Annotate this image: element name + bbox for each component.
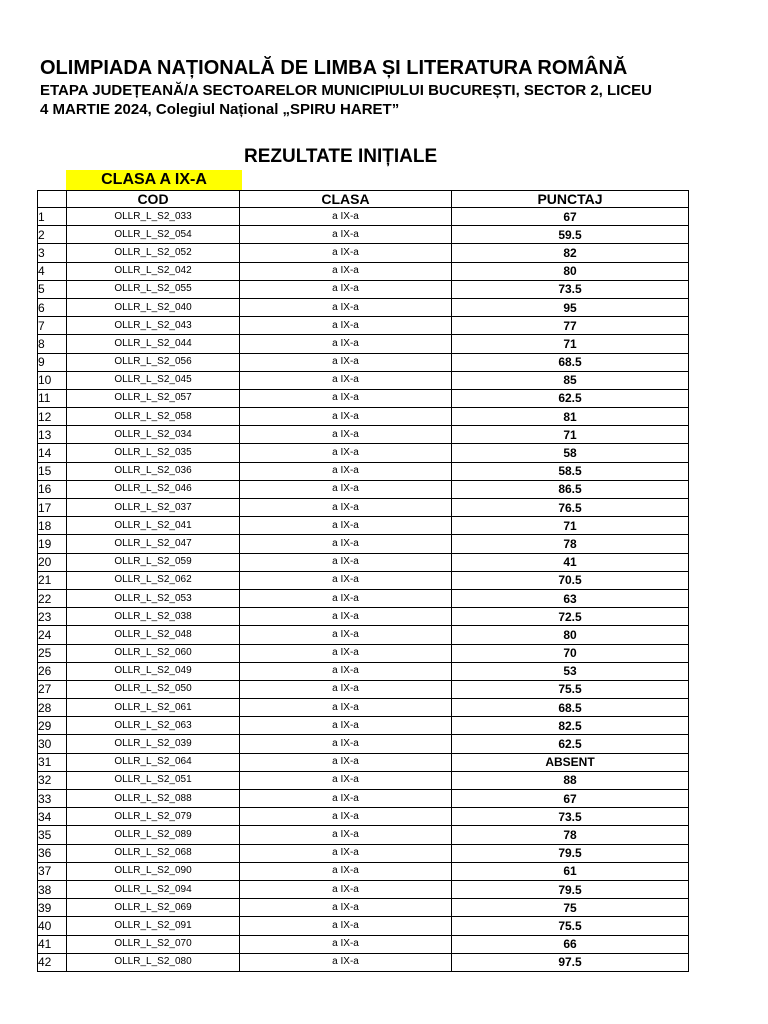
row-number: 21 [38,571,67,589]
participant-code: OLLR_L_S2_053 [67,589,240,607]
class-cell: a IX-a [240,899,452,917]
row-number: 10 [38,371,67,389]
row-number: 26 [38,662,67,680]
column-header-punctaj: PUNCTAJ [452,191,689,208]
score-cell: 68.5 [452,353,689,371]
class-cell: a IX-a [240,298,452,316]
document-subtitle-date: 4 MARTIE 2024, Colegiul Național „SPIRU HARET” [40,101,400,118]
table-row [38,462,689,480]
table-row [38,808,689,826]
table-row [38,371,689,389]
class-cell: a IX-a [240,753,452,771]
row-number: 36 [38,844,67,862]
row-number: 7 [38,317,67,335]
score-cell: 58 [452,444,689,462]
table-row [38,790,689,808]
score-cell: 72.5 [452,608,689,626]
class-cell: a IX-a [240,571,452,589]
participant-code: OLLR_L_S2_089 [67,826,240,844]
score-cell: 80 [452,626,689,644]
class-cell: a IX-a [240,444,452,462]
score-cell: 61 [452,862,689,880]
row-number: 42 [38,953,67,971]
table-row [38,317,689,335]
row-number: 22 [38,589,67,607]
table-row [38,735,689,753]
class-cell: a IX-a [240,935,452,953]
score-cell: 88 [452,771,689,789]
row-number: 16 [38,480,67,498]
participant-code: OLLR_L_S2_035 [67,444,240,462]
table-row [38,553,689,571]
table-row [38,589,689,607]
score-cell: 97.5 [452,953,689,971]
participant-code: OLLR_L_S2_088 [67,790,240,808]
score-cell: 73.5 [452,280,689,298]
table-row [38,753,689,771]
row-number: 18 [38,517,67,535]
table-row [38,298,689,316]
class-cell: a IX-a [240,662,452,680]
table-row [38,571,689,589]
score-cell: 79.5 [452,880,689,898]
class-cell: a IX-a [240,280,452,298]
score-cell: 75.5 [452,680,689,698]
table-row [38,535,689,553]
score-cell: 70 [452,644,689,662]
participant-code: OLLR_L_S2_094 [67,880,240,898]
participant-code: OLLR_L_S2_090 [67,862,240,880]
participant-code: OLLR_L_S2_039 [67,735,240,753]
row-number: 13 [38,426,67,444]
participant-code: OLLR_L_S2_052 [67,244,240,262]
class-cell: a IX-a [240,462,452,480]
participant-code: OLLR_L_S2_050 [67,680,240,698]
class-cell: a IX-a [240,226,452,244]
participant-code: OLLR_L_S2_041 [67,517,240,535]
score-cell: 68.5 [452,699,689,717]
table-row [38,771,689,789]
table-row [38,953,689,971]
class-cell: a IX-a [240,371,452,389]
class-cell: a IX-a [240,790,452,808]
class-cell: a IX-a [240,808,452,826]
participant-code: OLLR_L_S2_046 [67,480,240,498]
score-cell: 63 [452,589,689,607]
score-cell: 58.5 [452,462,689,480]
class-cell: a IX-a [240,644,452,662]
row-number: 12 [38,408,67,426]
row-number: 29 [38,717,67,735]
class-cell: a IX-a [240,589,452,607]
class-cell: a IX-a [240,608,452,626]
participant-code: OLLR_L_S2_068 [67,844,240,862]
column-header-nr [38,191,67,208]
class-cell: a IX-a [240,844,452,862]
table-row [38,408,689,426]
document-header [40,55,740,119]
row-number: 11 [38,389,67,407]
row-number: 37 [38,862,67,880]
class-badge: CLASA A IX-A [66,170,242,190]
class-cell: a IX-a [240,208,452,226]
participant-code: OLLR_L_S2_059 [67,553,240,571]
row-number: 3 [38,244,67,262]
score-cell: 75 [452,899,689,917]
row-number: 23 [38,608,67,626]
score-cell: 53 [452,662,689,680]
score-cell: 85 [452,371,689,389]
row-number: 1 [38,208,67,226]
score-cell: 66 [452,935,689,953]
score-cell: 71 [452,426,689,444]
class-cell: a IX-a [240,680,452,698]
row-number: 20 [38,553,67,571]
class-cell: a IX-a [240,499,452,517]
table-row [38,335,689,353]
class-cell: a IX-a [240,953,452,971]
row-number: 6 [38,298,67,316]
participant-code: OLLR_L_S2_034 [67,426,240,444]
participant-code: OLLR_L_S2_036 [67,462,240,480]
table-row [38,862,689,880]
table-row [38,208,689,226]
score-cell: 76.5 [452,499,689,517]
table-row [38,880,689,898]
score-cell: 67 [452,208,689,226]
class-cell: a IX-a [240,626,452,644]
score-cell: 62.5 [452,735,689,753]
class-cell: a IX-a [240,535,452,553]
participant-code: OLLR_L_S2_044 [67,335,240,353]
score-cell: 70.5 [452,571,689,589]
table-row [38,389,689,407]
score-cell: 78 [452,535,689,553]
participant-code: OLLR_L_S2_051 [67,771,240,789]
results-title: REZULTATE INIȚIALE [244,146,438,167]
table-row [38,699,689,717]
participant-code: OLLR_L_S2_062 [67,571,240,589]
participant-code: OLLR_L_S2_045 [67,371,240,389]
table-row [38,626,689,644]
participant-code: OLLR_L_S2_064 [67,753,240,771]
participant-code: OLLR_L_S2_061 [67,699,240,717]
class-cell: a IX-a [240,826,452,844]
row-number: 4 [38,262,67,280]
participant-code: OLLR_L_S2_042 [67,262,240,280]
row-number: 33 [38,790,67,808]
row-number: 27 [38,680,67,698]
table-row [38,935,689,953]
table-row [38,262,689,280]
class-cell: a IX-a [240,262,452,280]
participant-code: OLLR_L_S2_047 [67,535,240,553]
score-cell: 82 [452,244,689,262]
score-cell: 81 [452,408,689,426]
participant-code: OLLR_L_S2_048 [67,626,240,644]
table-row [38,717,689,735]
participant-code: OLLR_L_S2_054 [67,226,240,244]
table-row [38,244,689,262]
class-cell: a IX-a [240,244,452,262]
row-number: 32 [38,771,67,789]
row-number: 31 [38,753,67,771]
class-cell: a IX-a [240,553,452,571]
class-cell: a IX-a [240,862,452,880]
table-row [38,662,689,680]
table-row [38,353,689,371]
table-row [38,644,689,662]
table-row [38,226,689,244]
table-row [38,917,689,935]
score-cell: 77 [452,317,689,335]
score-cell: 71 [452,517,689,535]
score-cell: 78 [452,826,689,844]
class-cell: a IX-a [240,426,452,444]
row-number: 25 [38,644,67,662]
table-row [38,844,689,862]
class-cell: a IX-a [240,335,452,353]
score-cell: 59.5 [452,226,689,244]
table-row [38,899,689,917]
row-number: 15 [38,462,67,480]
row-number: 41 [38,935,67,953]
class-cell: a IX-a [240,917,452,935]
class-cell: a IX-a [240,480,452,498]
table-row [38,826,689,844]
participant-code: OLLR_L_S2_037 [67,499,240,517]
score-cell: 75.5 [452,917,689,935]
row-number: 39 [38,899,67,917]
class-cell: a IX-a [240,389,452,407]
score-cell: 86.5 [452,480,689,498]
participant-code: OLLR_L_S2_055 [67,280,240,298]
participant-code: OLLR_L_S2_043 [67,317,240,335]
participant-code: OLLR_L_S2_091 [67,917,240,935]
table-row [38,426,689,444]
class-cell: a IX-a [240,517,452,535]
class-cell: a IX-a [240,408,452,426]
row-number: 8 [38,335,67,353]
column-header-cod: COD [67,191,240,208]
row-number: 19 [38,535,67,553]
score-cell: 71 [452,335,689,353]
class-cell: a IX-a [240,880,452,898]
participant-code: OLLR_L_S2_070 [67,935,240,953]
participant-code: OLLR_L_S2_079 [67,808,240,826]
class-cell: a IX-a [240,317,452,335]
row-number: 35 [38,826,67,844]
table-row [38,608,689,626]
document-subtitle-stage: ETAPA JUDEȚEANĂ/A SECTOARELOR MUNICIPIULUI BUCUREȘTI, SECTOR 2, LICEU [40,82,652,99]
results-table [37,190,689,972]
participant-code: OLLR_L_S2_056 [67,353,240,371]
class-cell: a IX-a [240,353,452,371]
participant-code: OLLR_L_S2_058 [67,408,240,426]
participant-code: OLLR_L_S2_057 [67,389,240,407]
row-number: 17 [38,499,67,517]
participant-code: OLLR_L_S2_038 [67,608,240,626]
participant-code: OLLR_L_S2_063 [67,717,240,735]
row-number: 38 [38,880,67,898]
results-table-body [38,208,689,972]
row-number: 28 [38,699,67,717]
row-number: 40 [38,917,67,935]
table-row [38,480,689,498]
class-cell: a IX-a [240,771,452,789]
table-header-row [38,191,689,208]
table-row [38,280,689,298]
column-header-clasa: CLASA [240,191,452,208]
table-row [38,680,689,698]
row-number: 14 [38,444,67,462]
score-cell: 62.5 [452,389,689,407]
score-cell: ABSENT [452,753,689,771]
row-number: 9 [38,353,67,371]
participant-code: OLLR_L_S2_049 [67,662,240,680]
document-title: OLIMPIADA NAȚIONALĂ DE LIMBA ȘI LITERATURA ROMÂNĂ [40,57,628,79]
participant-code: OLLR_L_S2_040 [67,298,240,316]
table-row [38,444,689,462]
participant-code: OLLR_L_S2_080 [67,953,240,971]
row-number: 24 [38,626,67,644]
participant-code: OLLR_L_S2_060 [67,644,240,662]
row-number: 2 [38,226,67,244]
score-cell: 67 [452,790,689,808]
table-row [38,499,689,517]
score-cell: 95 [452,298,689,316]
score-cell: 82.5 [452,717,689,735]
class-cell: a IX-a [240,735,452,753]
score-cell: 73.5 [452,808,689,826]
row-number: 30 [38,735,67,753]
participant-code: OLLR_L_S2_069 [67,899,240,917]
score-cell: 79.5 [452,844,689,862]
class-cell: a IX-a [240,717,452,735]
row-number: 34 [38,808,67,826]
row-number: 5 [38,280,67,298]
score-cell: 41 [452,553,689,571]
class-cell: a IX-a [240,699,452,717]
table-row [38,517,689,535]
participant-code: OLLR_L_S2_033 [67,208,240,226]
score-cell: 80 [452,262,689,280]
